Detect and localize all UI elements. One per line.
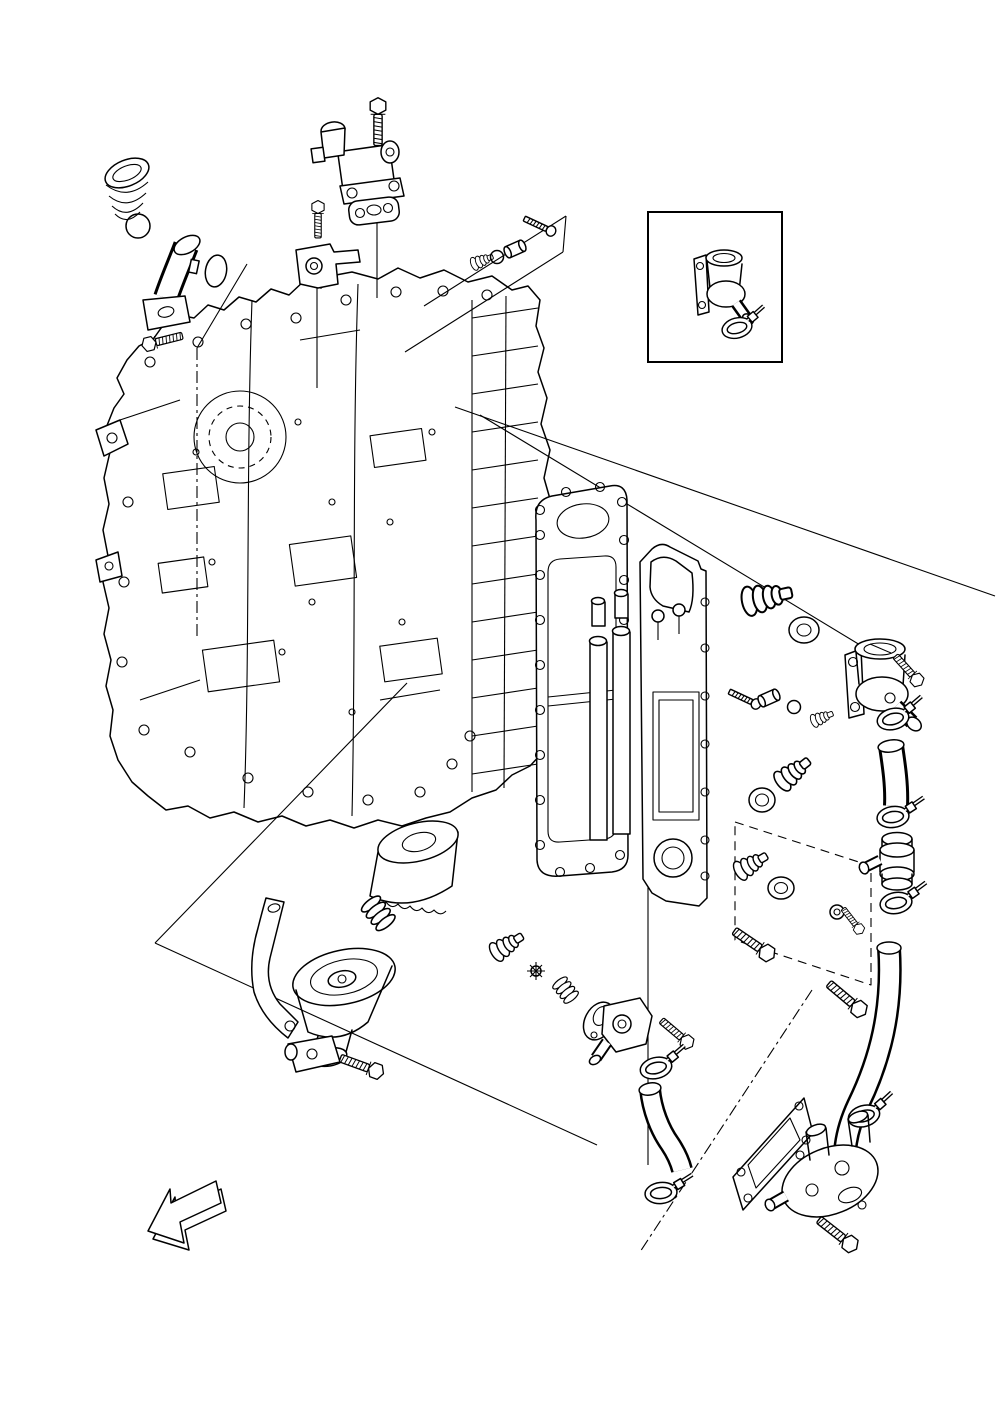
engine-ribs <box>472 308 538 774</box>
bolt-43 <box>338 1051 386 1081</box>
oil-filter-bracket-41 <box>285 940 400 1072</box>
fitting-35 <box>771 751 816 793</box>
bolt-10 <box>730 924 778 964</box>
bolt-48 <box>140 329 184 352</box>
fitting-19 <box>731 847 772 883</box>
bolt-21 <box>839 906 866 937</box>
o-ring-47 <box>203 253 229 288</box>
oil-filter-39 <box>370 814 462 914</box>
washer-29 <box>789 617 819 643</box>
bolt-26 <box>814 1213 861 1255</box>
engine-block <box>96 268 554 828</box>
hose-15 <box>638 1081 682 1170</box>
plug-13 <box>487 927 528 964</box>
sleeve-5a <box>503 239 528 259</box>
plug-4b <box>809 707 836 728</box>
fwd-arrow <box>148 1181 226 1250</box>
bracket-37 <box>296 244 360 288</box>
clamp-27e <box>644 1175 695 1205</box>
spring-12 <box>551 975 580 1005</box>
grommet-36 <box>749 788 775 812</box>
engine-mount-tab <box>96 420 128 456</box>
screw-6a <box>522 214 557 238</box>
sleeve-5b <box>757 688 782 708</box>
bolt-17 <box>657 1015 697 1051</box>
clamp-27d <box>637 1045 691 1082</box>
seal-20 <box>768 877 794 899</box>
engine-detail-blocks <box>120 330 442 700</box>
bolt-23 <box>824 978 871 1021</box>
o-ring-7b <box>788 701 801 714</box>
gasket-2 <box>348 196 401 226</box>
valve-11 <box>527 962 545 980</box>
screw-6b <box>727 687 762 711</box>
filler-cap-44 <box>101 152 153 219</box>
bolt-38 <box>312 201 324 238</box>
gasket-42 <box>252 898 298 1038</box>
group-18-box <box>735 822 871 985</box>
hose-33 <box>877 738 904 806</box>
fitting-32 <box>858 833 914 891</box>
engine-bolt-holes <box>117 286 492 805</box>
ap-inset-box <box>648 212 782 362</box>
o-ring-45 <box>126 214 150 238</box>
elbow-pipe-46 <box>143 231 203 330</box>
bolt-3 <box>370 98 386 146</box>
solenoid-1 <box>311 120 404 204</box>
fitting-28 <box>739 578 795 618</box>
